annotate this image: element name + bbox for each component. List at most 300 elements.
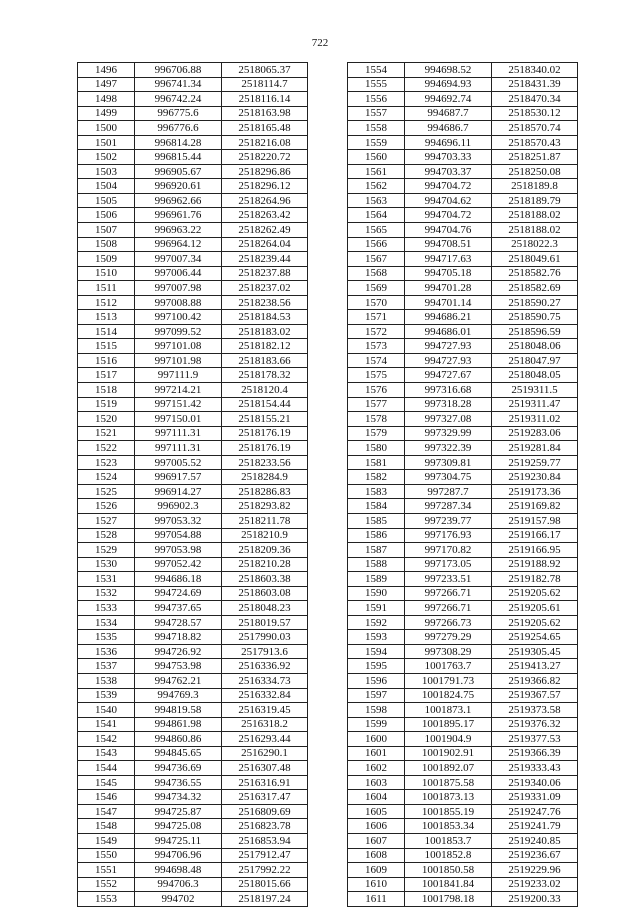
table-row — [78, 732, 308, 747]
table-row — [348, 266, 578, 281]
table-row — [348, 892, 578, 907]
point-number-cell: 1594 — [348, 644, 405, 659]
table-row — [348, 761, 578, 776]
point-number-cell: 1539 — [78, 688, 135, 703]
x-coordinate-cell: 994692.74 — [405, 92, 492, 107]
x-coordinate-cell: 994686.01 — [405, 324, 492, 339]
point-number-cell: 1501 — [78, 135, 135, 150]
point-number-cell: 1545 — [78, 775, 135, 790]
y-coordinate-cell: 2518048.06 — [492, 339, 578, 354]
point-number-cell: 1606 — [348, 819, 405, 834]
y-coordinate-cell: 2518263.42 — [222, 208, 308, 223]
x-coordinate-cell: 997304.75 — [405, 470, 492, 485]
x-coordinate-cell: 997053.98 — [135, 543, 222, 558]
x-coordinate-cell: 994698.52 — [405, 63, 492, 78]
table-row — [78, 775, 308, 790]
y-coordinate-cell: 2519240.85 — [492, 833, 578, 848]
y-coordinate-cell: 2516318.2 — [222, 717, 308, 732]
point-number-cell: 1595 — [348, 659, 405, 674]
y-coordinate-cell: 2518570.43 — [492, 135, 578, 150]
point-number-cell: 1560 — [348, 150, 405, 165]
table-row — [78, 790, 308, 805]
x-coordinate-cell: 994727.93 — [405, 353, 492, 368]
table-row — [78, 150, 308, 165]
y-coordinate-cell: 2518250.08 — [492, 164, 578, 179]
x-coordinate-cell: 994727.67 — [405, 368, 492, 383]
y-coordinate-cell: 2518582.69 — [492, 281, 578, 296]
y-coordinate-cell: 2519259.77 — [492, 455, 578, 470]
x-coordinate-cell: 994705.18 — [405, 266, 492, 281]
table-row — [78, 615, 308, 630]
point-number-cell: 1503 — [78, 164, 135, 179]
table-row — [78, 339, 308, 354]
point-number-cell: 1532 — [78, 586, 135, 601]
y-coordinate-cell: 2518293.82 — [222, 499, 308, 514]
point-number-cell: 1525 — [78, 484, 135, 499]
y-coordinate-cell: 2519283.06 — [492, 426, 578, 441]
y-coordinate-cell: 2518019.57 — [222, 615, 308, 630]
table-row — [348, 295, 578, 310]
point-number-cell: 1570 — [348, 295, 405, 310]
table-row — [78, 455, 308, 470]
table-row — [348, 426, 578, 441]
point-number-cell: 1541 — [78, 717, 135, 732]
y-coordinate-cell: 2518570.74 — [492, 121, 578, 136]
point-number-cell: 1584 — [348, 499, 405, 514]
y-coordinate-cell: 2518582.76 — [492, 266, 578, 281]
table-row — [78, 819, 308, 834]
point-number-cell: 1504 — [78, 179, 135, 194]
x-coordinate-cell: 996920.61 — [135, 179, 222, 194]
table-row — [348, 135, 578, 150]
x-coordinate-cell: 1001853.34 — [405, 819, 492, 834]
x-coordinate-cell: 996905.67 — [135, 164, 222, 179]
point-number-cell: 1565 — [348, 223, 405, 238]
point-number-cell: 1609 — [348, 863, 405, 878]
y-coordinate-cell: 2519367.57 — [492, 688, 578, 703]
y-coordinate-cell: 2518264.04 — [222, 237, 308, 252]
point-number-cell: 1544 — [78, 761, 135, 776]
point-number-cell: 1529 — [78, 543, 135, 558]
y-coordinate-cell: 2518183.66 — [222, 353, 308, 368]
table-row — [78, 601, 308, 616]
y-coordinate-cell: 2518197.24 — [222, 892, 308, 907]
point-number-cell: 1537 — [78, 659, 135, 674]
point-number-cell: 1564 — [348, 208, 405, 223]
x-coordinate-cell: 997266.71 — [405, 601, 492, 616]
table-row — [78, 586, 308, 601]
table-row — [78, 77, 308, 92]
y-coordinate-cell: 2519236.67 — [492, 848, 578, 863]
x-coordinate-cell: 994845.65 — [135, 746, 222, 761]
x-coordinate-cell: 996775.6 — [135, 106, 222, 121]
point-number-cell: 1607 — [348, 833, 405, 848]
point-number-cell: 1497 — [78, 77, 135, 92]
x-coordinate-cell: 997054.88 — [135, 528, 222, 543]
y-coordinate-cell: 2519377.53 — [492, 732, 578, 747]
table-row — [78, 164, 308, 179]
point-number-cell: 1592 — [348, 615, 405, 630]
point-number-cell: 1535 — [78, 630, 135, 645]
x-coordinate-cell: 1001895.17 — [405, 717, 492, 732]
y-coordinate-cell: 2519166.95 — [492, 543, 578, 558]
point-number-cell: 1554 — [348, 63, 405, 78]
x-coordinate-cell: 997239.77 — [405, 513, 492, 528]
table-row — [348, 790, 578, 805]
point-number-cell: 1579 — [348, 426, 405, 441]
table-row — [348, 703, 578, 718]
point-number-cell: 1596 — [348, 673, 405, 688]
table-row — [348, 688, 578, 703]
point-number-cell: 1567 — [348, 252, 405, 267]
y-coordinate-cell: 2519205.61 — [492, 601, 578, 616]
x-coordinate-cell: 994706.3 — [135, 877, 222, 892]
point-number-cell: 1550 — [78, 848, 135, 863]
x-coordinate-cell: 994819.58 — [135, 703, 222, 718]
table-row — [78, 804, 308, 819]
table-row — [78, 383, 308, 398]
table-row — [78, 644, 308, 659]
table-row — [348, 572, 578, 587]
table-row — [348, 383, 578, 398]
point-number-cell: 1505 — [78, 193, 135, 208]
table-row — [348, 513, 578, 528]
point-number-cell: 1508 — [78, 237, 135, 252]
point-number-cell: 1608 — [348, 848, 405, 863]
point-number-cell: 1558 — [348, 121, 405, 136]
table-row — [348, 339, 578, 354]
x-coordinate-cell: 994701.14 — [405, 295, 492, 310]
table-row — [348, 601, 578, 616]
x-coordinate-cell: 997214.21 — [135, 383, 222, 398]
point-number-cell: 1526 — [78, 499, 135, 514]
x-coordinate-cell: 994696.11 — [405, 135, 492, 150]
coordinates-table-right — [347, 62, 578, 907]
table-row — [348, 441, 578, 456]
table-row — [78, 179, 308, 194]
table-row — [348, 63, 578, 78]
x-coordinate-cell: 994718.82 — [135, 630, 222, 645]
y-coordinate-cell: 2519366.82 — [492, 673, 578, 688]
x-coordinate-cell: 1001875.58 — [405, 775, 492, 790]
point-number-cell: 1586 — [348, 528, 405, 543]
point-number-cell: 1593 — [348, 630, 405, 645]
y-coordinate-cell: 2518165.48 — [222, 121, 308, 136]
x-coordinate-cell: 996741.34 — [135, 77, 222, 92]
table-row — [78, 659, 308, 674]
x-coordinate-cell: 994706.96 — [135, 848, 222, 863]
y-coordinate-cell: 2519200.33 — [492, 892, 578, 907]
y-coordinate-cell: 2518183.02 — [222, 324, 308, 339]
x-coordinate-cell: 994708.51 — [405, 237, 492, 252]
y-coordinate-cell: 2518530.12 — [492, 106, 578, 121]
point-number-cell: 1597 — [348, 688, 405, 703]
point-number-cell: 1519 — [78, 397, 135, 412]
y-coordinate-cell: 2518154.44 — [222, 397, 308, 412]
table-row — [78, 266, 308, 281]
x-coordinate-cell: 994725.87 — [135, 804, 222, 819]
table-row — [348, 746, 578, 761]
table-row — [78, 223, 308, 238]
table-row — [348, 208, 578, 223]
point-number-cell: 1585 — [348, 513, 405, 528]
point-number-cell: 1500 — [78, 121, 135, 136]
y-coordinate-cell: 2518163.98 — [222, 106, 308, 121]
table-row — [78, 572, 308, 587]
y-coordinate-cell: 2518189.8 — [492, 179, 578, 194]
x-coordinate-cell: 996815.44 — [135, 150, 222, 165]
y-coordinate-cell: 2519229.96 — [492, 863, 578, 878]
point-number-cell: 1598 — [348, 703, 405, 718]
x-coordinate-cell: 1001853.7 — [405, 833, 492, 848]
y-coordinate-cell: 2519230.84 — [492, 470, 578, 485]
y-coordinate-cell: 2518155.21 — [222, 412, 308, 427]
y-coordinate-cell: 2518238.56 — [222, 295, 308, 310]
x-coordinate-cell: 994698.48 — [135, 863, 222, 878]
x-coordinate-cell: 994703.33 — [405, 150, 492, 165]
point-number-cell: 1602 — [348, 761, 405, 776]
y-coordinate-cell: 2518047.97 — [492, 353, 578, 368]
point-number-cell: 1557 — [348, 106, 405, 121]
table-row — [348, 150, 578, 165]
table-row — [78, 484, 308, 499]
x-coordinate-cell: 997008.88 — [135, 295, 222, 310]
y-coordinate-cell: 2518233.56 — [222, 455, 308, 470]
point-number-cell: 1527 — [78, 513, 135, 528]
y-coordinate-cell: 2516307.48 — [222, 761, 308, 776]
table-row — [78, 673, 308, 688]
y-coordinate-cell: 2519188.92 — [492, 557, 578, 572]
y-coordinate-cell: 2519340.06 — [492, 775, 578, 790]
page-number: 722 — [311, 37, 329, 49]
point-number-cell: 1549 — [78, 833, 135, 848]
x-coordinate-cell: 997111.31 — [135, 441, 222, 456]
x-coordinate-cell: 996706.88 — [135, 63, 222, 78]
point-number-cell: 1528 — [78, 528, 135, 543]
y-coordinate-cell: 2518216.08 — [222, 135, 308, 150]
table-row — [348, 179, 578, 194]
x-coordinate-cell: 997099.52 — [135, 324, 222, 339]
x-coordinate-cell: 997308.29 — [405, 644, 492, 659]
y-coordinate-cell: 2519366.39 — [492, 746, 578, 761]
point-number-cell: 1577 — [348, 397, 405, 412]
point-number-cell: 1555 — [348, 77, 405, 92]
y-coordinate-cell: 2518189.79 — [492, 193, 578, 208]
point-number-cell: 1534 — [78, 615, 135, 630]
x-coordinate-cell: 996963.22 — [135, 223, 222, 238]
point-number-cell: 1587 — [348, 543, 405, 558]
y-coordinate-cell: 2518296.86 — [222, 164, 308, 179]
point-number-cell: 1531 — [78, 572, 135, 587]
x-coordinate-cell: 997173.05 — [405, 557, 492, 572]
x-coordinate-cell: 994734.32 — [135, 790, 222, 805]
y-coordinate-cell: 2518176.19 — [222, 426, 308, 441]
point-number-cell: 1590 — [348, 586, 405, 601]
point-number-cell: 1611 — [348, 892, 405, 907]
x-coordinate-cell: 994725.08 — [135, 819, 222, 834]
point-number-cell: 1603 — [348, 775, 405, 790]
x-coordinate-cell: 994769.3 — [135, 688, 222, 703]
table-row — [348, 775, 578, 790]
table-row — [78, 528, 308, 543]
table-row — [78, 703, 308, 718]
y-coordinate-cell: 2519413.27 — [492, 659, 578, 674]
y-coordinate-cell: 2518210.9 — [222, 528, 308, 543]
table-row — [78, 237, 308, 252]
table-row — [78, 353, 308, 368]
y-coordinate-cell: 2519166.17 — [492, 528, 578, 543]
x-coordinate-cell: 997318.28 — [405, 397, 492, 412]
table-row — [78, 368, 308, 383]
x-coordinate-cell: 1001855.19 — [405, 804, 492, 819]
point-number-cell: 1581 — [348, 455, 405, 470]
point-number-cell: 1571 — [348, 310, 405, 325]
point-number-cell: 1568 — [348, 266, 405, 281]
coordinates-table-left — [77, 62, 308, 907]
table-row — [348, 804, 578, 819]
y-coordinate-cell: 2517913.6 — [222, 644, 308, 659]
y-coordinate-cell: 2519311.5 — [492, 383, 578, 398]
table-row — [348, 863, 578, 878]
x-coordinate-cell: 1001852.8 — [405, 848, 492, 863]
point-number-cell: 1540 — [78, 703, 135, 718]
point-number-cell: 1511 — [78, 281, 135, 296]
point-number-cell: 1547 — [78, 804, 135, 819]
x-coordinate-cell: 994704.72 — [405, 179, 492, 194]
point-number-cell: 1498 — [78, 92, 135, 107]
x-coordinate-cell: 997101.08 — [135, 339, 222, 354]
table-row — [348, 673, 578, 688]
y-coordinate-cell: 2518209.36 — [222, 543, 308, 558]
point-number-cell: 1573 — [348, 339, 405, 354]
table-row — [348, 412, 578, 427]
x-coordinate-cell: 996742.24 — [135, 92, 222, 107]
x-coordinate-cell: 996814.28 — [135, 135, 222, 150]
table-row — [348, 644, 578, 659]
table-row — [78, 252, 308, 267]
table-row — [348, 615, 578, 630]
y-coordinate-cell: 2518286.83 — [222, 484, 308, 499]
point-number-cell: 1538 — [78, 673, 135, 688]
x-coordinate-cell: 994686.18 — [135, 572, 222, 587]
y-coordinate-cell: 2516293.44 — [222, 732, 308, 747]
x-coordinate-cell: 996776.6 — [135, 121, 222, 136]
table-row — [78, 295, 308, 310]
point-number-cell: 1507 — [78, 223, 135, 238]
y-coordinate-cell: 2518296.12 — [222, 179, 308, 194]
table-row — [78, 106, 308, 121]
table-row — [348, 819, 578, 834]
x-coordinate-cell: 997176.93 — [405, 528, 492, 543]
table-row — [78, 63, 308, 78]
y-coordinate-cell: 2519241.79 — [492, 819, 578, 834]
table-row — [78, 833, 308, 848]
table-row — [78, 412, 308, 427]
table-row — [348, 237, 578, 252]
y-coordinate-cell: 2519233.02 — [492, 877, 578, 892]
x-coordinate-cell: 994686.21 — [405, 310, 492, 325]
y-coordinate-cell: 2518176.19 — [222, 441, 308, 456]
table-row — [348, 368, 578, 383]
x-coordinate-cell: 1001902.91 — [405, 746, 492, 761]
table-row — [78, 426, 308, 441]
x-coordinate-cell: 996917.57 — [135, 470, 222, 485]
table-row — [348, 324, 578, 339]
table-row — [78, 281, 308, 296]
table-row — [78, 121, 308, 136]
point-number-cell: 1559 — [348, 135, 405, 150]
x-coordinate-cell: 997170.82 — [405, 543, 492, 558]
table-row — [78, 717, 308, 732]
x-coordinate-cell: 997322.39 — [405, 441, 492, 456]
x-coordinate-cell: 1001763.7 — [405, 659, 492, 674]
table-row — [78, 630, 308, 645]
point-number-cell: 1562 — [348, 179, 405, 194]
y-coordinate-cell: 2519182.78 — [492, 572, 578, 587]
y-coordinate-cell: 2519331.09 — [492, 790, 578, 805]
point-number-cell: 1599 — [348, 717, 405, 732]
table-row — [78, 761, 308, 776]
table-row — [348, 848, 578, 863]
x-coordinate-cell: 994701.28 — [405, 281, 492, 296]
x-coordinate-cell: 994704.62 — [405, 193, 492, 208]
table-row — [348, 732, 578, 747]
point-number-cell: 1563 — [348, 193, 405, 208]
x-coordinate-cell: 997329.99 — [405, 426, 492, 441]
y-coordinate-cell: 2516317.47 — [222, 790, 308, 805]
x-coordinate-cell: 994686.7 — [405, 121, 492, 136]
table-row — [348, 223, 578, 238]
x-coordinate-cell: 997006.44 — [135, 266, 222, 281]
point-number-cell: 1569 — [348, 281, 405, 296]
table-row — [348, 353, 578, 368]
table-row — [78, 92, 308, 107]
x-coordinate-cell: 994702 — [135, 892, 222, 907]
table-row — [348, 659, 578, 674]
table-row — [78, 543, 308, 558]
point-number-cell: 1518 — [78, 383, 135, 398]
y-coordinate-cell: 2516334.73 — [222, 673, 308, 688]
y-coordinate-cell: 2518022.3 — [492, 237, 578, 252]
table-row — [78, 848, 308, 863]
y-coordinate-cell: 2519333.43 — [492, 761, 578, 776]
y-coordinate-cell: 2516290.1 — [222, 746, 308, 761]
x-coordinate-cell: 994694.93 — [405, 77, 492, 92]
y-coordinate-cell: 2518120.4 — [222, 383, 308, 398]
table-row — [348, 252, 578, 267]
y-coordinate-cell: 2518340.02 — [492, 63, 578, 78]
y-coordinate-cell: 2518470.34 — [492, 92, 578, 107]
x-coordinate-cell: 994724.69 — [135, 586, 222, 601]
table-row — [78, 324, 308, 339]
x-coordinate-cell: 1001850.58 — [405, 863, 492, 878]
table-row — [348, 470, 578, 485]
point-number-cell: 1576 — [348, 383, 405, 398]
x-coordinate-cell: 994725.11 — [135, 833, 222, 848]
point-number-cell: 1542 — [78, 732, 135, 747]
table-row — [78, 877, 308, 892]
point-number-cell: 1588 — [348, 557, 405, 572]
point-number-cell: 1575 — [348, 368, 405, 383]
table-row — [78, 892, 308, 907]
table-row — [78, 688, 308, 703]
y-coordinate-cell: 2518237.88 — [222, 266, 308, 281]
x-coordinate-cell: 997100.42 — [135, 310, 222, 325]
x-coordinate-cell: 994717.63 — [405, 252, 492, 267]
point-number-cell: 1566 — [348, 237, 405, 252]
x-coordinate-cell: 996961.76 — [135, 208, 222, 223]
table-row — [348, 121, 578, 136]
